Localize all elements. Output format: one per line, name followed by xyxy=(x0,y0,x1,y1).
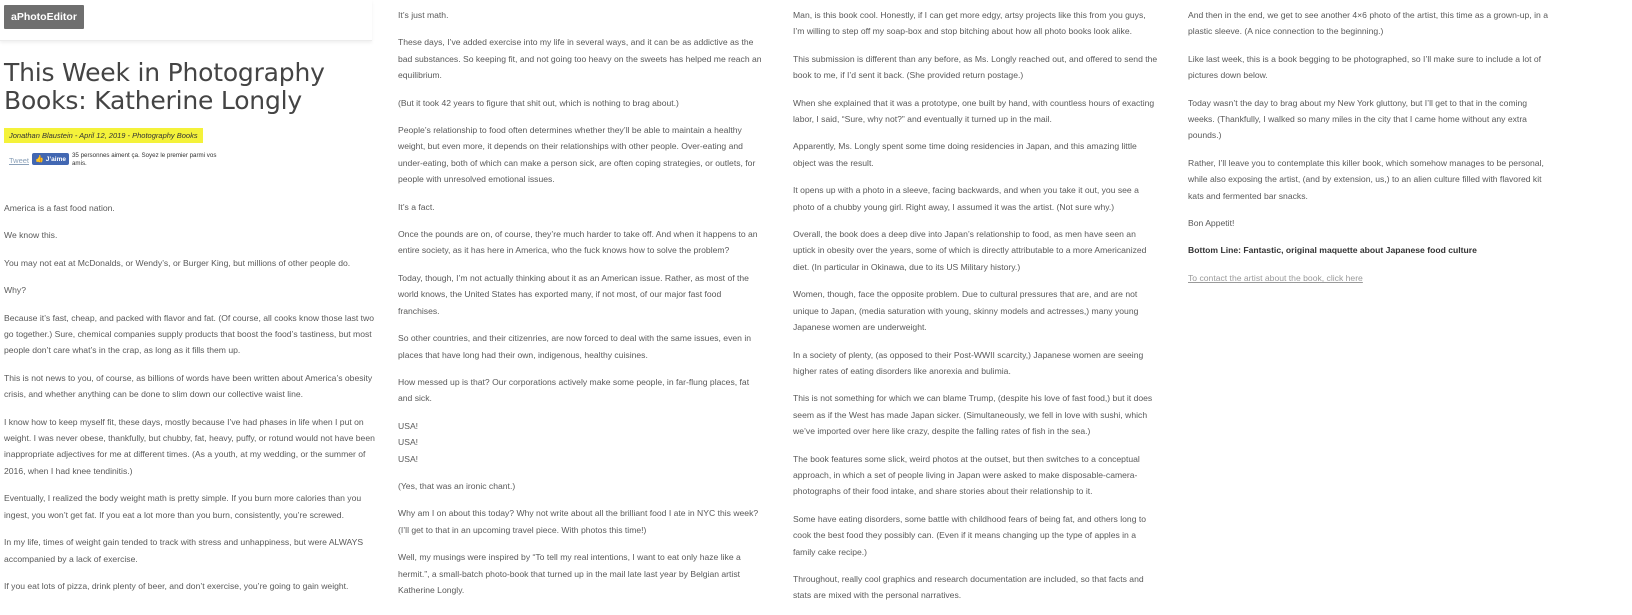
paragraph: Throughout, really cool graphics and research documentation are included, so that facts and stats are mixed with the personal narratives. xyxy=(793,573,1144,601)
paragraph: Bon Appetit! xyxy=(1188,218,1235,229)
article-column-2 xyxy=(398,7,764,609)
paragraph: In my life, times of weight gain tended to track with stress and unhappiness, but were ALWAYS accompanied by a lack of exercise. xyxy=(4,537,364,564)
bottom-line: Bottom Line: Fantastic, original maquette about Japanese food culture xyxy=(1188,245,1477,256)
paragraph: Why? xyxy=(4,285,26,296)
paragraph: If you eat lots of pizza, drink plenty of beer, and don’t exercise, you’re going to gain weight. xyxy=(4,580,349,591)
paragraph: How messed up is that? Our corporations actively make some people, in far-flung places, fat and sick. xyxy=(398,376,750,404)
paragraph: Today wasn’t the day to brag about my New York gluttony, but I’ll get to that in the coming weeks. (Thankfully, I walked so many miles in the city that I came home without any extra pounds.) xyxy=(1188,97,1528,141)
usa-chant: USA! USA! USA! xyxy=(398,420,419,464)
paragraph: Once the pounds are on, of course, they’re much harder to take off. And when it happens to an entire society, as it has here in America, who the fuck knows how to solve the problem? xyxy=(398,229,758,256)
paragraph: When she explained that it was a prototype, one built by hand, with countless hours of exacting labor, I said, “Sure, why not?” and eventually it turned up in the mail. xyxy=(793,97,1155,125)
thumbs-up-icon: 👍 xyxy=(35,156,44,163)
site-header xyxy=(0,0,372,41)
tweet-link[interactable]: Tweet xyxy=(9,156,30,165)
paragraph: This is not news to you, of course, as billions of words have been written about America’s obesity crisis, and whether anything can be done to slim down our collective waist line. xyxy=(4,372,373,400)
site-logo[interactable]: aPhotoEditor xyxy=(4,5,84,29)
paragraph: Some have eating disorders, some battle with childhood fears of being fat, and others long to cook the best food they possibly can. (Even if it means changing up the type of apples in a family cake recipe.) xyxy=(793,513,1147,557)
like-count-text: 35 personnes aiment ça. Soyez le premier parmi vos amis. xyxy=(71,152,217,167)
paragraph: Like last week, this is a book begging to be photographed, so I’ll make sure to include a lot of pictures down below. xyxy=(1188,53,1542,81)
paragraph: (Yes, that was an ironic chant.) xyxy=(398,480,516,491)
paragraph: Well, my musings were inspired by “To tell my real intentions, I want to eat only haze like a hermit.”, a small-batch photo-book that turned up in the mail late last year by Belgian artist Katherine Longly. xyxy=(398,552,741,595)
paragraph: Rather, I’ll leave you to contemplate this killer book, which somehow manages to be personal, while also exposing the artist, (and by extension, us,) to an alien culture filled with flavored kit kats and fermented bar snacks. xyxy=(1188,157,1544,201)
paragraph: Overall, the book does a deep dive into Japan’s relationship to food, as men have seen an uptick in obesity over the years, some of which is directly attributable to a more Americanized diet. (In particular in Okinawa, due to its US Military history.) xyxy=(793,229,1147,272)
paragraph: People’s relationship to food often determines whether they’ll be able to maintain a healthy weight, but even more, it depends on their relationships with other people. Over-eating and under-eating, both of which can make a person sick, are often coping strategies, or outlets, for people with unresolved emotional issues. xyxy=(398,125,756,185)
paragraph: It’s just math. xyxy=(398,10,449,20)
paragraph: Women, though, face the opposite problem. Due to cultural pressures that are, and are not unique to Japan, (media saturation with young, skinny models and actresses,) many young Japanese women are underweight. xyxy=(793,289,1139,333)
social-share-bar xyxy=(9,152,376,168)
paragraph: Because it’s fast, cheap, and packed with flavor and fat. (Of course, all cooks know those last two go together.) Sure, chemical companies supply products that boost the food’s tastiness, but most people don’t care what’s in the crap, as long as it fills them up. xyxy=(4,312,375,356)
paragraph: (But it took 42 years to figure that shit out, which is nothing to brag about.) xyxy=(398,97,679,108)
page-title: This Week in Photography Books: Katherine Longly xyxy=(4,58,325,115)
paragraph: It’s a fact. xyxy=(398,201,435,212)
contact-artist-link[interactable]: To contact the artist about the book, click here xyxy=(1188,272,1363,283)
paragraph: Why am I on about this today? Why not write about all the brilliant food I ate in NYC this week? (I’ll get to that in an upcoming travel piece. With photos this time!) xyxy=(398,508,759,535)
like-label: J’aime xyxy=(45,155,66,163)
article-column-1 xyxy=(4,0,376,605)
paragraph: This is not something for which we can blame Trump, (despite his love of fast food,) but it does seem as if the West has made Japan sicker. (Simultaneously, we fell in love with sushi, which we’ve imported over here like crazy, despite the falling rates of fish in the sea.) xyxy=(793,393,1153,437)
paragraph: Apparently, Ms. Longly spent some time doing residencies in Japan, and this amazing little object was the result. xyxy=(793,141,1137,168)
paragraph: Eventually, I realized the body weight math is pretty simple. If you burn more calories than you ingest, you won’t get fat. If you eat a lot more than you burn, consistently, you’re screwed. xyxy=(4,493,362,520)
paragraph: I know how to keep myself fit, these days, mostly because I’ve had phases in life when I put on weight. I was never obese, thankfully, but chubby, fat, heavy, puffy, or rotund would not have been inappropriate adjectives for me at different times. (As a youth, at my wedding, or the summer of 2016, when I had knee tendinitis.) xyxy=(4,416,375,476)
paragraph: And then in the end, we get to see another 4×6 photo of the artist, this time as a grown-up, in a plastic sleeve. (A nice connection to the beginning.) xyxy=(1188,10,1548,37)
paragraph: Today, though, I’m not actually thinking about it as an American issue. Rather, as most of the world knows, the United States has exported many, if not most, of our major fast food franchises. xyxy=(398,272,749,316)
paragraph: In a society of plenty, (as opposed to their Post-WWII scarcity,) Japanese women are seeing higher rates of eating disorders like anorexia and bulimia. xyxy=(793,349,1144,376)
paragraph: America is a fast food nation. xyxy=(4,203,115,213)
facebook-like-button[interactable] xyxy=(32,153,69,165)
article-column-3 xyxy=(793,7,1159,615)
paragraph: The book features some slick, weird photos at the outset, but then switches to a conceptual approach, in which a set of people living in Japan were asked to make disposable-camera-photographs of their food intake, and share stories about their relationship to it. xyxy=(793,453,1140,497)
paragraph: It opens up with a photo in a sleeve, facing backwards, and when you take it out, you see a photo of a chubby young girl. Right away, I assumed it was the artist. (Not sure why.) xyxy=(793,185,1139,212)
paragraph: This submission is different than any before, as Ms. Longly reached out, and offered to send the book to me, if I’d sent it back. (She provided return postage.) xyxy=(793,53,1158,81)
column-1-body xyxy=(4,200,376,594)
article-meta[interactable]: Jonathan Blaustein - April 12, 2019 - Photography Books xyxy=(4,128,203,143)
paragraph: You may not eat at McDonalds, or Wendy’s, or Burger King, but millions of other people do. xyxy=(4,257,351,268)
paragraph: So other countries, and their citizenries, are now forced to deal with the same issues, even in places that have long had their own, indigenous, healthy cuisines. xyxy=(398,333,752,360)
paragraph: These days, I’ve added exercise into my life in several ways, and it can be as addictive as the bad substances. So keeping fit, and not going too heavy on the sweets has helped me reach an equilibrium. xyxy=(398,37,762,81)
article-column-4 xyxy=(1188,7,1554,297)
paragraph: Man, is this book cool. Honestly, if I can get more edgy, artsy projects like this from you guys, I’m willing to step off my soap-box and stop bitching about how all photo books look alike. xyxy=(793,10,1146,37)
paragraph: We know this. xyxy=(4,230,58,241)
